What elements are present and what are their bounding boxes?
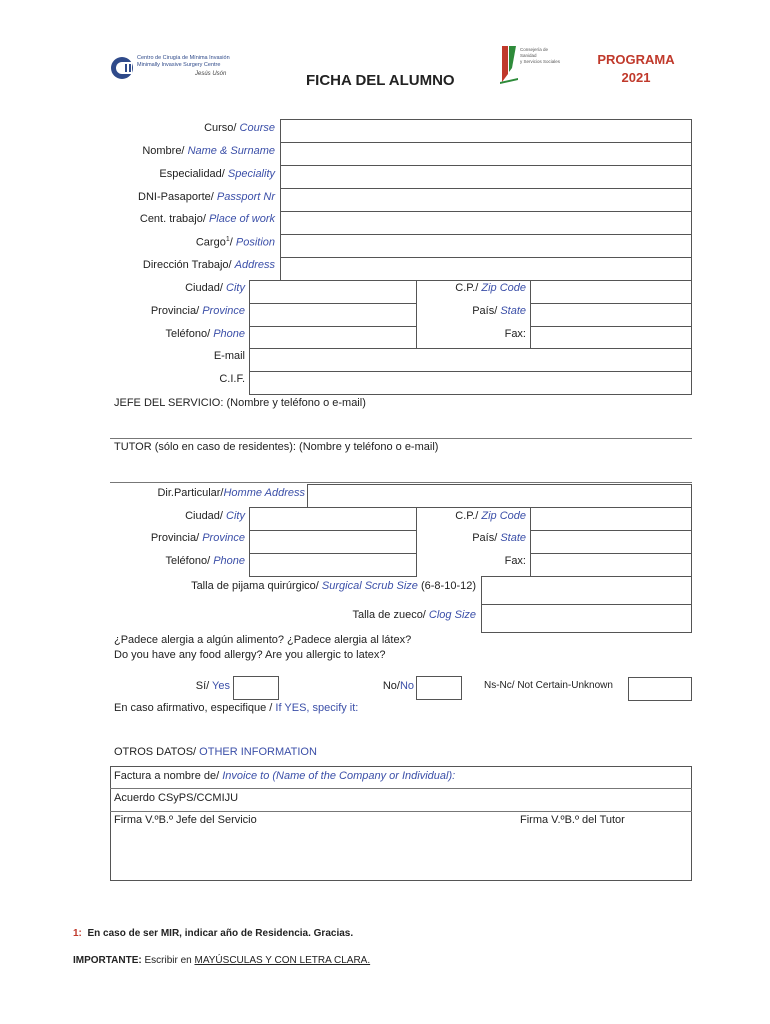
otros-datos-label: OTROS DATOS/ OTHER INFORMATION [114,746,317,758]
especialidad-input[interactable] [280,165,692,189]
firma-jefe-label: Firma V.ºB.º Jefe del Servicio [114,814,257,826]
nombre-label: Nombre/ Name & Surname [142,145,275,157]
tutor-line[interactable] [110,482,692,483]
ciudad-label: Ciudad/ City [185,282,245,294]
factura-label: Factura a nombre de/ Invoice to (Name of the Company or Individual): [114,770,456,782]
p-cp-label: C.P./ Zip Code [455,510,526,522]
dni-label: DNI-Pasaporte/ Passport Nr [138,191,275,203]
centro-label: Cent. trabajo/ Place of work [139,213,275,225]
p-telefono-label: Teléfono/ Phone [165,555,245,567]
logo-left-line2: Minimally Invasive Surgery Centre [137,62,221,68]
factura-divider [110,788,692,789]
direccion-input[interactable] [280,257,692,281]
junta-flag-icon [498,44,520,86]
page-title: FICHA DEL ALUMNO [306,72,455,89]
firma-tutor-label: Firma V.ºB.º del Tutor [520,814,625,826]
pijama-input[interactable] [481,576,692,605]
programa-label: PROGRAMA [597,52,675,67]
cargo-label: Cargo$^1$/ Position [195,236,275,249]
dir-particular-label: Dir.Particular/Homme Address [157,487,305,499]
p-provincia-input[interactable] [249,530,417,554]
jefe-servicio-line[interactable] [110,438,692,439]
allergy-question-es: ¿Padece alergia a algún alimento? ¿Padece alergia al látex? [114,634,412,646]
nombre-input[interactable] [280,142,692,166]
telefono-label: Teléfono/ Phone [165,328,245,340]
acuerdo-divider [110,811,692,812]
logo-left-line3: Jesús Usón [195,71,227,77]
fax-input[interactable] [530,326,692,350]
logo-right-line1: Consejería de [520,47,549,52]
tutor-label: TUTOR (sólo en caso de residentes): (Nombre y teléfono o e-mail) [114,441,439,453]
ccmiju-logo-icon [110,55,134,81]
allergy-si-label: Sí/ Yes [195,680,230,692]
pais-input[interactable] [530,303,692,327]
p-provincia-label: Provincia/ Province [150,532,245,544]
p-pais-input[interactable] [530,530,692,554]
telefono-input[interactable] [249,326,417,350]
fax-label: Fax: [504,328,526,340]
logo-right-line3: y Servicios Sociales [520,59,561,64]
importante-note: IMPORTANTE: Escribir en MAYÚSCULAS Y CON LETRA CLARA. [73,955,371,966]
dir-particular-input[interactable] [307,484,692,508]
pais-label: País/ State [472,305,526,317]
p-ciudad-label: Ciudad/ City [185,510,245,522]
especialidad-label: Especialidad/ Speciality [159,168,275,180]
logo-left-line1: Centro de Cirugía de Mínima Invasión [137,55,230,61]
curso-input[interactable] [280,119,692,143]
provincia-input[interactable] [249,303,417,327]
p-pais-label: País/ State [472,532,526,544]
direccion-label: Dirección Trabajo/ Address [142,259,275,271]
cif-label: C.I.F. [219,373,245,385]
cargo-input[interactable] [280,234,692,258]
cp-label: C.P./ Zip Code [455,282,526,294]
allergy-no-label: No/No [382,680,414,692]
pijama-label: Talla de pijama quirúrgico/ Surgical Scrub Size (6-8-10-12) [191,580,476,592]
p-fax-label: Fax: [504,555,526,567]
zueco-label: Talla de zueco/ Clog Size [352,609,476,621]
p-cp-input[interactable] [530,507,692,531]
footnote: 1: En caso de ser MIR, indicar año de Residencia. Gracias. [73,928,354,939]
acuerdo-label: Acuerdo CSyPS/CCMIJU [114,792,239,804]
p-telefono-input[interactable] [249,553,417,577]
p-fax-input[interactable] [530,553,692,577]
allergy-nsnc-checkbox[interactable] [628,677,692,701]
allergy-si-checkbox[interactable] [233,676,279,700]
cif-input[interactable] [249,371,692,395]
zueco-input[interactable] [481,604,692,633]
allergy-question-en: Do you have any food allergy? Are you allergic to latex? [114,649,386,661]
ccmiju-logo [110,53,250,83]
email-input[interactable] [249,348,692,372]
curso-label: Curso/ Course [204,122,275,134]
dni-input[interactable] [280,188,692,212]
allergy-specify-label: En caso afirmativo, especifique / If YES, specify it: [114,702,359,714]
allergy-nsnc-label: Ns-Nc/ Not Certain-Unknown [484,680,613,691]
p-ciudad-input[interactable] [249,507,417,531]
allergy-no-checkbox[interactable] [416,676,462,700]
cp-input[interactable] [530,280,692,304]
provincia-label: Provincia/ Province [150,305,245,317]
programa-year: 2021 [621,70,651,85]
centro-input[interactable] [280,211,692,235]
junta-logo [498,44,561,86]
ciudad-input[interactable] [249,280,417,304]
email-label: E-mail [213,350,245,362]
jefe-servicio-label: JEFE DEL SERVICIO: (Nombre y teléfono o e-mail) [114,397,366,409]
logo-right-line2: Sanidad [520,53,537,58]
